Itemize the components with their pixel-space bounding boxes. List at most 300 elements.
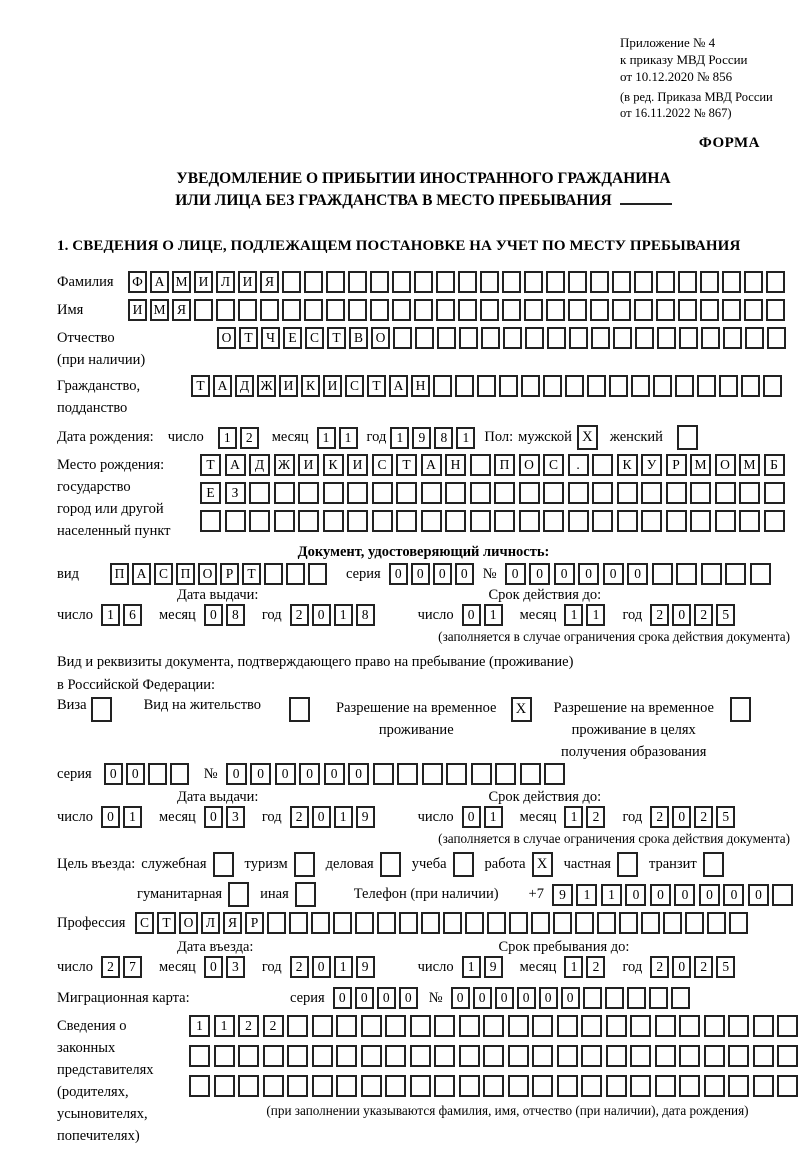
char-cell[interactable] bbox=[630, 1045, 651, 1067]
char-cell[interactable]: 3 bbox=[226, 806, 245, 828]
char-cell[interactable] bbox=[298, 482, 319, 504]
char-cell[interactable]: 1 bbox=[456, 427, 475, 449]
char-cell[interactable] bbox=[592, 454, 613, 476]
char-cell[interactable] bbox=[575, 912, 594, 934]
char-cell[interactable]: 8 bbox=[434, 427, 453, 449]
char-cell[interactable]: 2 bbox=[586, 956, 605, 978]
char-cell[interactable]: С bbox=[372, 454, 393, 476]
char-cell[interactable]: 1 bbox=[189, 1015, 210, 1037]
char-cell[interactable]: Б bbox=[764, 454, 785, 476]
char-cell[interactable]: 2 bbox=[694, 604, 713, 626]
char-cell[interactable]: С bbox=[345, 375, 364, 397]
char-cell[interactable] bbox=[666, 482, 687, 504]
char-cell[interactable] bbox=[704, 1015, 725, 1037]
char-cell[interactable] bbox=[249, 510, 270, 532]
char-cell[interactable] bbox=[264, 563, 283, 585]
char-cell[interactable] bbox=[347, 510, 368, 532]
char-cell[interactable] bbox=[581, 1015, 602, 1037]
char-cell[interactable] bbox=[557, 1075, 578, 1097]
char-cell[interactable]: 2 bbox=[238, 1015, 259, 1037]
char-cell[interactable]: 1 bbox=[334, 956, 353, 978]
char-cell[interactable] bbox=[715, 510, 736, 532]
char-cell[interactable]: 7 bbox=[123, 956, 142, 978]
char-cell[interactable] bbox=[634, 299, 653, 321]
char-cell[interactable]: 8 bbox=[226, 604, 245, 626]
char-cell[interactable]: 0 bbox=[399, 987, 418, 1009]
char-cell[interactable] bbox=[641, 482, 662, 504]
char-cell[interactable]: 9 bbox=[552, 884, 573, 906]
char-cell[interactable]: 1 bbox=[123, 806, 142, 828]
char-cell[interactable]: И bbox=[128, 299, 147, 321]
char-cell[interactable] bbox=[336, 1075, 357, 1097]
visa-checkbox[interactable] bbox=[91, 697, 112, 722]
char-cell[interactable]: И bbox=[238, 271, 257, 293]
char-cell[interactable] bbox=[704, 1045, 725, 1067]
char-cell[interactable]: 1 bbox=[564, 956, 583, 978]
char-cell[interactable] bbox=[519, 510, 540, 532]
char-cell[interactable] bbox=[666, 510, 687, 532]
char-cell[interactable] bbox=[772, 884, 793, 906]
char-cell[interactable] bbox=[606, 1015, 627, 1037]
char-cell[interactable] bbox=[414, 299, 433, 321]
char-cell[interactable] bbox=[370, 271, 389, 293]
char-cell[interactable] bbox=[433, 375, 452, 397]
char-cell[interactable]: Р bbox=[666, 454, 687, 476]
char-cell[interactable] bbox=[590, 299, 609, 321]
char-cell[interactable]: 2 bbox=[101, 956, 120, 978]
char-cell[interactable]: Р bbox=[245, 912, 264, 934]
char-cell[interactable] bbox=[287, 1045, 308, 1067]
option-checkbox[interactable] bbox=[228, 882, 249, 907]
char-cell[interactable]: 1 bbox=[334, 604, 353, 626]
char-cell[interactable] bbox=[568, 271, 587, 293]
char-cell[interactable] bbox=[377, 912, 396, 934]
char-cell[interactable] bbox=[470, 510, 491, 532]
char-cell[interactable] bbox=[494, 482, 515, 504]
char-cell[interactable]: 0 bbox=[101, 806, 120, 828]
temp-permit-checkbox[interactable]: X bbox=[511, 697, 532, 722]
char-cell[interactable] bbox=[480, 299, 499, 321]
char-cell[interactable]: 1 bbox=[218, 427, 237, 449]
char-cell[interactable] bbox=[728, 1075, 749, 1097]
char-cell[interactable] bbox=[565, 375, 584, 397]
char-cell[interactable] bbox=[532, 1015, 553, 1037]
char-cell[interactable]: Т bbox=[200, 454, 221, 476]
char-cell[interactable] bbox=[446, 763, 467, 785]
char-cell[interactable]: Д bbox=[249, 454, 270, 476]
char-cell[interactable]: 2 bbox=[290, 956, 309, 978]
char-cell[interactable]: Ф bbox=[128, 271, 147, 293]
char-cell[interactable] bbox=[477, 375, 496, 397]
char-cell[interactable]: 0 bbox=[104, 763, 123, 785]
char-cell[interactable]: 1 bbox=[586, 604, 605, 626]
char-cell[interactable] bbox=[557, 1015, 578, 1037]
char-cell[interactable]: А bbox=[225, 454, 246, 476]
char-cell[interactable]: 1 bbox=[339, 427, 358, 449]
char-cell[interactable]: П bbox=[110, 563, 129, 585]
char-cell[interactable] bbox=[606, 1045, 627, 1067]
char-cell[interactable] bbox=[722, 299, 741, 321]
char-cell[interactable]: С bbox=[305, 327, 324, 349]
char-cell[interactable] bbox=[609, 375, 628, 397]
char-cell[interactable]: Т bbox=[239, 327, 258, 349]
option-checkbox[interactable] bbox=[453, 852, 474, 877]
char-cell[interactable] bbox=[704, 1075, 725, 1097]
char-cell[interactable] bbox=[361, 1045, 382, 1067]
char-cell[interactable] bbox=[508, 1075, 529, 1097]
char-cell[interactable]: 8 bbox=[356, 604, 375, 626]
char-cell[interactable] bbox=[483, 1045, 504, 1067]
char-cell[interactable]: И bbox=[298, 454, 319, 476]
char-cell[interactable]: И bbox=[194, 271, 213, 293]
char-cell[interactable] bbox=[777, 1015, 798, 1037]
char-cell[interactable]: 0 bbox=[672, 956, 691, 978]
char-cell[interactable] bbox=[631, 375, 650, 397]
char-cell[interactable]: 1 bbox=[462, 956, 481, 978]
char-cell[interactable] bbox=[470, 482, 491, 504]
char-cell[interactable] bbox=[524, 299, 543, 321]
char-cell[interactable] bbox=[347, 482, 368, 504]
char-cell[interactable] bbox=[372, 510, 393, 532]
char-cell[interactable] bbox=[392, 299, 411, 321]
char-cell[interactable] bbox=[260, 299, 279, 321]
char-cell[interactable] bbox=[568, 482, 589, 504]
char-cell[interactable] bbox=[287, 1015, 308, 1037]
char-cell[interactable] bbox=[701, 327, 720, 349]
char-cell[interactable] bbox=[458, 271, 477, 293]
char-cell[interactable] bbox=[445, 510, 466, 532]
char-cell[interactable]: Р bbox=[220, 563, 239, 585]
char-cell[interactable] bbox=[583, 987, 602, 1009]
char-cell[interactable]: В bbox=[349, 327, 368, 349]
char-cell[interactable]: 2 bbox=[240, 427, 259, 449]
char-cell[interactable]: 2 bbox=[290, 806, 309, 828]
option-checkbox[interactable] bbox=[617, 852, 638, 877]
char-cell[interactable] bbox=[690, 510, 711, 532]
char-cell[interactable]: 0 bbox=[650, 884, 671, 906]
char-cell[interactable] bbox=[471, 763, 492, 785]
char-cell[interactable] bbox=[777, 1075, 798, 1097]
char-cell[interactable]: Ж bbox=[257, 375, 276, 397]
char-cell[interactable]: 0 bbox=[312, 604, 331, 626]
char-cell[interactable] bbox=[289, 912, 308, 934]
char-cell[interactable]: 1 bbox=[564, 604, 583, 626]
char-cell[interactable] bbox=[679, 1075, 700, 1097]
char-cell[interactable]: 1 bbox=[101, 604, 120, 626]
char-cell[interactable] bbox=[333, 912, 352, 934]
char-cell[interactable]: Н bbox=[411, 375, 430, 397]
char-cell[interactable] bbox=[495, 763, 516, 785]
char-cell[interactable] bbox=[753, 1015, 774, 1037]
char-cell[interactable]: С bbox=[154, 563, 173, 585]
char-cell[interactable] bbox=[170, 763, 189, 785]
char-cell[interactable]: 0 bbox=[672, 604, 691, 626]
char-cell[interactable] bbox=[263, 1045, 284, 1067]
char-cell[interactable]: 0 bbox=[411, 563, 430, 585]
char-cell[interactable] bbox=[701, 563, 722, 585]
char-cell[interactable]: 0 bbox=[748, 884, 769, 906]
char-cell[interactable] bbox=[679, 1015, 700, 1037]
char-cell[interactable] bbox=[532, 1075, 553, 1097]
char-cell[interactable] bbox=[764, 510, 785, 532]
char-cell[interactable]: 1 bbox=[334, 806, 353, 828]
char-cell[interactable] bbox=[508, 1045, 529, 1067]
char-cell[interactable] bbox=[282, 271, 301, 293]
char-cell[interactable] bbox=[194, 299, 213, 321]
char-cell[interactable]: А bbox=[150, 271, 169, 293]
char-cell[interactable]: 0 bbox=[377, 987, 396, 1009]
char-cell[interactable]: О bbox=[519, 454, 540, 476]
char-cell[interactable] bbox=[723, 327, 742, 349]
char-cell[interactable] bbox=[630, 1075, 651, 1097]
char-cell[interactable]: 0 bbox=[455, 563, 474, 585]
char-cell[interactable]: Т bbox=[327, 327, 346, 349]
char-cell[interactable] bbox=[274, 482, 295, 504]
char-cell[interactable] bbox=[410, 1015, 431, 1037]
char-cell[interactable] bbox=[697, 375, 716, 397]
char-cell[interactable] bbox=[397, 763, 418, 785]
char-cell[interactable] bbox=[304, 271, 323, 293]
char-cell[interactable]: . bbox=[568, 454, 589, 476]
char-cell[interactable] bbox=[657, 327, 676, 349]
char-cell[interactable]: П bbox=[494, 454, 515, 476]
char-cell[interactable] bbox=[312, 1015, 333, 1037]
char-cell[interactable] bbox=[675, 375, 694, 397]
char-cell[interactable] bbox=[494, 510, 515, 532]
char-cell[interactable]: Л bbox=[216, 271, 235, 293]
char-cell[interactable]: А bbox=[421, 454, 442, 476]
char-cell[interactable] bbox=[410, 1075, 431, 1097]
char-cell[interactable] bbox=[634, 271, 653, 293]
char-cell[interactable]: 0 bbox=[324, 763, 345, 785]
char-cell[interactable]: 6 bbox=[123, 604, 142, 626]
char-cell[interactable] bbox=[739, 510, 760, 532]
char-cell[interactable]: Н bbox=[445, 454, 466, 476]
char-cell[interactable] bbox=[445, 482, 466, 504]
char-cell[interactable] bbox=[480, 271, 499, 293]
char-cell[interactable]: 0 bbox=[204, 604, 223, 626]
char-cell[interactable] bbox=[434, 1045, 455, 1067]
char-cell[interactable] bbox=[509, 912, 528, 934]
char-cell[interactable]: 0 bbox=[674, 884, 695, 906]
char-cell[interactable]: 5 bbox=[716, 604, 735, 626]
char-cell[interactable] bbox=[635, 327, 654, 349]
char-cell[interactable]: 0 bbox=[625, 884, 646, 906]
char-cell[interactable] bbox=[286, 563, 305, 585]
char-cell[interactable]: 0 bbox=[539, 987, 558, 1009]
char-cell[interactable] bbox=[655, 1015, 676, 1037]
char-cell[interactable] bbox=[612, 299, 631, 321]
char-cell[interactable]: О bbox=[198, 563, 217, 585]
char-cell[interactable] bbox=[728, 1015, 749, 1037]
char-cell[interactable] bbox=[678, 271, 697, 293]
char-cell[interactable]: И bbox=[279, 375, 298, 397]
char-cell[interactable] bbox=[546, 299, 565, 321]
char-cell[interactable] bbox=[508, 1015, 529, 1037]
char-cell[interactable] bbox=[581, 1045, 602, 1067]
char-cell[interactable] bbox=[312, 1075, 333, 1097]
char-cell[interactable] bbox=[326, 271, 345, 293]
char-cell[interactable] bbox=[630, 1015, 651, 1037]
char-cell[interactable] bbox=[304, 299, 323, 321]
char-cell[interactable]: Т bbox=[191, 375, 210, 397]
char-cell[interactable] bbox=[546, 271, 565, 293]
char-cell[interactable] bbox=[487, 912, 506, 934]
char-cell[interactable]: 2 bbox=[290, 604, 309, 626]
char-cell[interactable] bbox=[465, 912, 484, 934]
char-cell[interactable]: М bbox=[150, 299, 169, 321]
char-cell[interactable]: 5 bbox=[716, 806, 735, 828]
char-cell[interactable] bbox=[568, 299, 587, 321]
char-cell[interactable] bbox=[421, 482, 442, 504]
char-cell[interactable] bbox=[470, 454, 491, 476]
char-cell[interactable] bbox=[189, 1045, 210, 1067]
char-cell[interactable] bbox=[370, 299, 389, 321]
char-cell[interactable] bbox=[753, 1045, 774, 1067]
char-cell[interactable] bbox=[436, 271, 455, 293]
char-cell[interactable] bbox=[308, 563, 327, 585]
char-cell[interactable] bbox=[348, 271, 367, 293]
char-cell[interactable] bbox=[238, 1075, 259, 1097]
char-cell[interactable] bbox=[385, 1045, 406, 1067]
char-cell[interactable]: 0 bbox=[723, 884, 744, 906]
char-cell[interactable]: 0 bbox=[462, 604, 481, 626]
char-cell[interactable] bbox=[741, 375, 760, 397]
char-cell[interactable]: 0 bbox=[473, 987, 492, 1009]
char-cell[interactable] bbox=[214, 1075, 235, 1097]
char-cell[interactable]: 2 bbox=[694, 806, 713, 828]
char-cell[interactable] bbox=[393, 327, 412, 349]
char-cell[interactable] bbox=[722, 271, 741, 293]
char-cell[interactable]: К bbox=[301, 375, 320, 397]
char-cell[interactable] bbox=[547, 327, 566, 349]
char-cell[interactable] bbox=[287, 1075, 308, 1097]
char-cell[interactable] bbox=[238, 1045, 259, 1067]
char-cell[interactable]: Т bbox=[367, 375, 386, 397]
char-cell[interactable] bbox=[656, 271, 675, 293]
char-cell[interactable]: 0 bbox=[554, 563, 575, 585]
char-cell[interactable] bbox=[619, 912, 638, 934]
char-cell[interactable]: Ж bbox=[274, 454, 295, 476]
char-cell[interactable] bbox=[655, 1075, 676, 1097]
char-cell[interactable] bbox=[627, 987, 646, 1009]
char-cell[interactable] bbox=[767, 327, 786, 349]
char-cell[interactable]: 2 bbox=[650, 604, 669, 626]
char-cell[interactable]: К bbox=[617, 454, 638, 476]
char-cell[interactable] bbox=[499, 375, 518, 397]
char-cell[interactable] bbox=[437, 327, 456, 349]
char-cell[interactable] bbox=[617, 510, 638, 532]
char-cell[interactable] bbox=[663, 912, 682, 934]
char-cell[interactable] bbox=[323, 510, 344, 532]
char-cell[interactable] bbox=[597, 912, 616, 934]
char-cell[interactable] bbox=[336, 1015, 357, 1037]
char-cell[interactable] bbox=[148, 763, 167, 785]
char-cell[interactable] bbox=[502, 271, 521, 293]
char-cell[interactable] bbox=[557, 1045, 578, 1067]
char-cell[interactable]: 2 bbox=[650, 956, 669, 978]
char-cell[interactable] bbox=[481, 327, 500, 349]
char-cell[interactable] bbox=[739, 482, 760, 504]
char-cell[interactable] bbox=[715, 482, 736, 504]
char-cell[interactable] bbox=[679, 327, 698, 349]
char-cell[interactable]: 0 bbox=[389, 563, 408, 585]
char-cell[interactable] bbox=[606, 1075, 627, 1097]
char-cell[interactable] bbox=[728, 1045, 749, 1067]
char-cell[interactable]: П bbox=[176, 563, 195, 585]
char-cell[interactable]: Я bbox=[172, 299, 191, 321]
char-cell[interactable] bbox=[679, 1045, 700, 1067]
char-cell[interactable]: 9 bbox=[412, 427, 431, 449]
char-cell[interactable]: 0 bbox=[699, 884, 720, 906]
char-cell[interactable] bbox=[587, 375, 606, 397]
char-cell[interactable] bbox=[459, 1045, 480, 1067]
char-cell[interactable]: 1 bbox=[576, 884, 597, 906]
char-cell[interactable] bbox=[263, 1075, 284, 1097]
char-cell[interactable]: 2 bbox=[694, 956, 713, 978]
char-cell[interactable]: О bbox=[179, 912, 198, 934]
char-cell[interactable]: 0 bbox=[462, 806, 481, 828]
char-cell[interactable]: 1 bbox=[484, 604, 503, 626]
char-cell[interactable] bbox=[532, 1045, 553, 1067]
char-cell[interactable] bbox=[483, 1015, 504, 1037]
char-cell[interactable] bbox=[274, 510, 295, 532]
char-cell[interactable]: О bbox=[715, 454, 736, 476]
char-cell[interactable]: 2 bbox=[586, 806, 605, 828]
char-cell[interactable]: 0 bbox=[517, 987, 536, 1009]
char-cell[interactable] bbox=[612, 271, 631, 293]
char-cell[interactable] bbox=[763, 375, 782, 397]
char-cell[interactable] bbox=[502, 299, 521, 321]
char-cell[interactable]: 0 bbox=[299, 763, 320, 785]
char-cell[interactable]: 0 bbox=[204, 806, 223, 828]
char-cell[interactable]: З bbox=[225, 482, 246, 504]
char-cell[interactable] bbox=[385, 1075, 406, 1097]
char-cell[interactable] bbox=[521, 375, 540, 397]
char-cell[interactable] bbox=[544, 763, 565, 785]
char-cell[interactable]: 2 bbox=[263, 1015, 284, 1037]
option-checkbox[interactable] bbox=[703, 852, 724, 877]
char-cell[interactable] bbox=[326, 299, 345, 321]
char-cell[interactable] bbox=[336, 1045, 357, 1067]
char-cell[interactable] bbox=[777, 1045, 798, 1067]
char-cell[interactable] bbox=[690, 482, 711, 504]
char-cell[interactable] bbox=[553, 912, 572, 934]
option-checkbox[interactable] bbox=[380, 852, 401, 877]
char-cell[interactable] bbox=[568, 510, 589, 532]
char-cell[interactable] bbox=[410, 1045, 431, 1067]
char-cell[interactable]: 1 bbox=[317, 427, 336, 449]
char-cell[interactable] bbox=[653, 375, 672, 397]
char-cell[interactable]: 0 bbox=[603, 563, 624, 585]
char-cell[interactable]: Т bbox=[396, 454, 417, 476]
char-cell[interactable] bbox=[613, 327, 632, 349]
char-cell[interactable] bbox=[298, 510, 319, 532]
char-cell[interactable] bbox=[200, 510, 221, 532]
char-cell[interactable]: 0 bbox=[126, 763, 145, 785]
char-cell[interactable]: М bbox=[739, 454, 760, 476]
char-cell[interactable] bbox=[524, 271, 543, 293]
char-cell[interactable] bbox=[282, 299, 301, 321]
char-cell[interactable]: 9 bbox=[356, 956, 375, 978]
char-cell[interactable]: 1 bbox=[601, 884, 622, 906]
char-cell[interactable]: 5 bbox=[716, 956, 735, 978]
char-cell[interactable] bbox=[685, 912, 704, 934]
char-cell[interactable]: Я bbox=[260, 271, 279, 293]
char-cell[interactable]: 0 bbox=[433, 563, 452, 585]
char-cell[interactable]: М bbox=[172, 271, 191, 293]
char-cell[interactable] bbox=[396, 510, 417, 532]
